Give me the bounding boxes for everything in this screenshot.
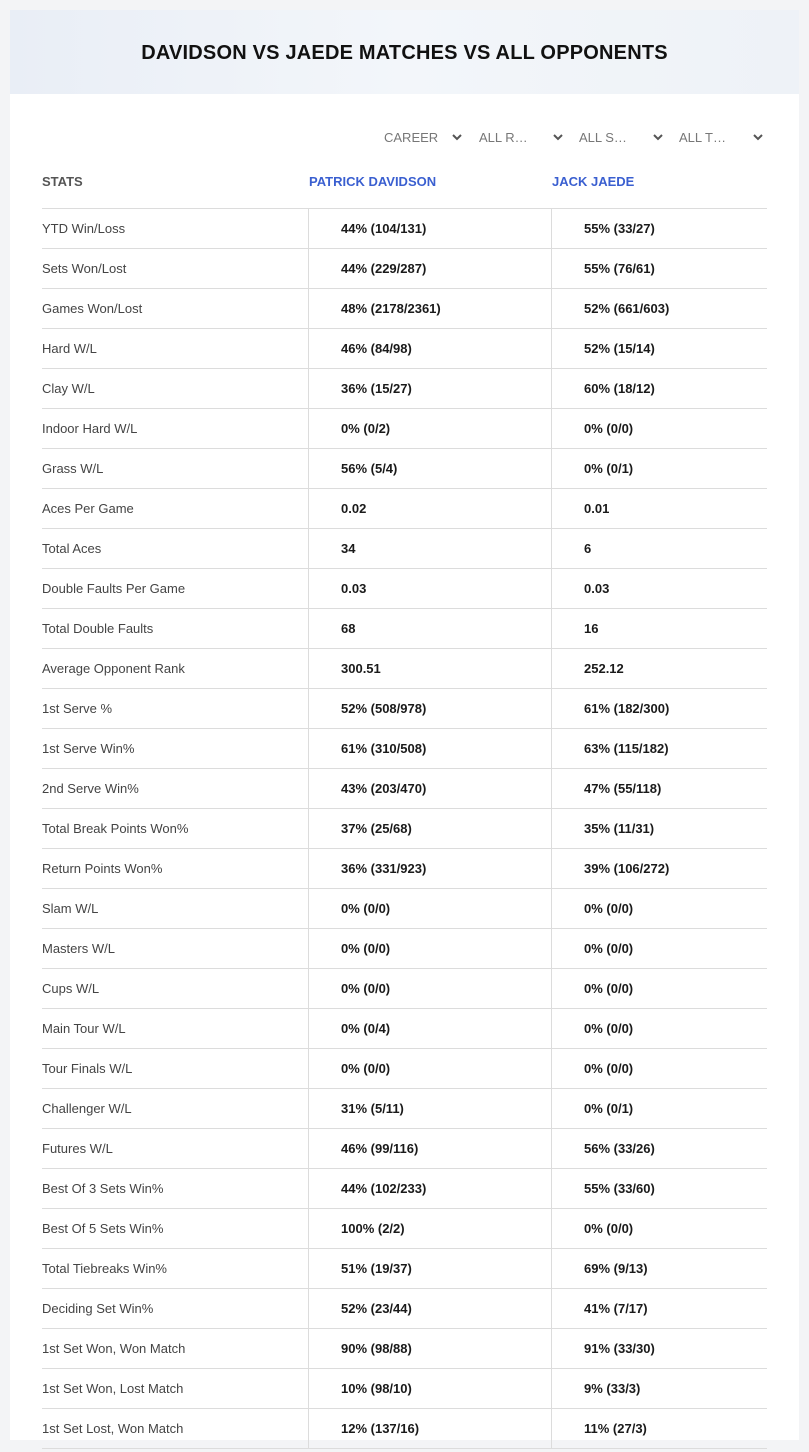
- player2-cell: [552, 1169, 767, 1208]
- table-row: [42, 409, 767, 449]
- player1-cell: [309, 1409, 552, 1448]
- player2-value: 0% (0/0): [584, 1061, 634, 1076]
- player1-value: 0% (0/0): [341, 1061, 391, 1076]
- table-row: [42, 1129, 767, 1169]
- player1-value: 44% (102/233): [341, 1181, 427, 1196]
- player2-value: 252.12: [584, 661, 624, 676]
- player2-value: 41% (7/17): [584, 1301, 648, 1316]
- player2-cell: [552, 1049, 767, 1088]
- table-row: [42, 529, 767, 569]
- player2-value: 0% (0/0): [584, 901, 634, 916]
- table-row: [42, 1249, 767, 1289]
- player1-value: 36% (15/27): [341, 381, 412, 396]
- stat-name: 1st Set Won, Won Match: [42, 1329, 309, 1368]
- filter-period-select[interactable]: [384, 126, 464, 148]
- page-title: DAVIDSON VS JAEDE MATCHES VS ALL OPPONENTS: [141, 41, 668, 64]
- table-row: [42, 1329, 767, 1369]
- stat-name: Indoor Hard W/L: [42, 409, 309, 448]
- player2-value: 0% (0/0): [584, 981, 634, 996]
- stat-name: Total Break Points Won%: [42, 809, 309, 848]
- player1-cell: [309, 969, 552, 1008]
- stat-name: YTD Win/Loss: [42, 209, 309, 248]
- player1-value: 46% (99/116): [341, 1141, 419, 1156]
- player1-cell: [309, 1129, 552, 1168]
- player2-value: 55% (33/60): [584, 1181, 655, 1196]
- stat-name: Average Opponent Rank: [42, 649, 309, 688]
- table-row: [42, 1049, 767, 1089]
- player2-cell: [552, 1369, 767, 1408]
- player1-value: 37% (25/68): [341, 821, 412, 836]
- player1-value: 56% (5/4): [341, 461, 398, 476]
- player1-cell: [309, 849, 552, 888]
- player1-cell: [309, 609, 552, 648]
- player1-cell: [309, 1249, 552, 1288]
- stat-name: Total Double Faults: [42, 609, 309, 648]
- table-row: [42, 489, 767, 529]
- player2-cell: [552, 1089, 767, 1128]
- player2-value: 6: [584, 541, 592, 556]
- filter-label: ALL R…: [479, 129, 528, 145]
- stat-name: Total Tiebreaks Win%: [42, 1249, 309, 1288]
- table-row: [42, 1009, 767, 1049]
- player1-cell: [309, 489, 552, 528]
- column-header-stats: STATS: [42, 174, 83, 189]
- chevron-down-icon: [651, 130, 665, 144]
- player2-value: 91% (33/30): [584, 1341, 655, 1356]
- player1-cell: [309, 1209, 552, 1248]
- table-row: [42, 769, 767, 809]
- table-row: [42, 689, 767, 729]
- player1-value: 43% (203/470): [341, 781, 427, 796]
- player2-cell: [552, 969, 767, 1008]
- player1-value: 48% (2178/2361): [341, 301, 441, 316]
- stat-name: Slam W/L: [42, 889, 309, 928]
- player2-cell: [552, 1249, 767, 1288]
- player2-value: 0% (0/0): [584, 941, 634, 956]
- player2-cell: [552, 769, 767, 808]
- table-row: [42, 969, 767, 1009]
- player2-value: 0% (0/0): [584, 421, 634, 436]
- player2-cell: [552, 249, 767, 288]
- player1-value: 34: [341, 541, 356, 556]
- filter-round-select[interactable]: [479, 126, 565, 148]
- player2-cell: [552, 809, 767, 848]
- stat-name: Main Tour W/L: [42, 1009, 309, 1048]
- table-row: [42, 209, 767, 249]
- stat-name: Deciding Set Win%: [42, 1289, 309, 1328]
- stat-name: Cups W/L: [42, 969, 309, 1008]
- stat-name: 1st Set Won, Lost Match: [42, 1369, 309, 1408]
- player1-cell: [309, 1009, 552, 1048]
- player1-value: 68: [341, 621, 356, 636]
- player1-value: 0% (0/0): [341, 981, 391, 996]
- stat-name: Best Of 3 Sets Win%: [42, 1169, 309, 1208]
- table-row: [42, 1369, 767, 1409]
- player1-value: 100% (2/2): [341, 1221, 405, 1236]
- table-row: [42, 889, 767, 929]
- player1-value: 300.51: [341, 661, 381, 676]
- table-row: [42, 569, 767, 609]
- player2-cell: [552, 649, 767, 688]
- stat-name: Hard W/L: [42, 329, 309, 368]
- stat-name: 1st Set Lost, Won Match: [42, 1409, 309, 1448]
- player1-value: 0.03: [341, 581, 367, 596]
- player2-value: 52% (15/14): [584, 341, 655, 356]
- stat-name: Futures W/L: [42, 1129, 309, 1168]
- player2-cell: [552, 1329, 767, 1368]
- table-row: [42, 1089, 767, 1129]
- stat-name: Double Faults Per Game: [42, 569, 309, 608]
- table-row: [42, 809, 767, 849]
- player2-cell: [552, 689, 767, 728]
- stat-name: Total Aces: [42, 529, 309, 568]
- column-header-player2[interactable]: JACK JAEDE: [552, 174, 635, 189]
- player1-cell: [309, 1049, 552, 1088]
- table-row: [42, 1169, 767, 1209]
- stat-name: Tour Finals W/L: [42, 1049, 309, 1088]
- stat-name: 2nd Serve Win%: [42, 769, 309, 808]
- filter-label: CAREER: [384, 129, 439, 145]
- player2-cell: [552, 889, 767, 928]
- table-row: [42, 649, 767, 689]
- player1-cell: [309, 1089, 552, 1128]
- player1-cell: [309, 209, 552, 248]
- player1-value: 0% (0/0): [341, 941, 391, 956]
- player2-cell: [552, 849, 767, 888]
- player1-cell: [309, 929, 552, 968]
- player2-value: 63% (115/182): [584, 741, 669, 756]
- player2-cell: [552, 1209, 767, 1248]
- stat-name: Games Won/Lost: [42, 289, 309, 328]
- player2-value: 35% (11/31): [584, 821, 655, 836]
- stat-name: Masters W/L: [42, 929, 309, 968]
- player2-value: 0% (0/1): [584, 461, 634, 476]
- table-row: [42, 1409, 767, 1449]
- player1-value: 52% (508/978): [341, 701, 427, 716]
- chevron-down-icon: [450, 130, 464, 144]
- player2-value: 39% (106/272): [584, 861, 670, 876]
- player1-cell: [309, 249, 552, 288]
- filter-bar: [10, 126, 799, 148]
- stat-name: Grass W/L: [42, 449, 309, 488]
- player1-value: 44% (104/131): [341, 221, 427, 236]
- player1-value: 90% (98/88): [341, 1341, 412, 1356]
- stat-name: Sets Won/Lost: [42, 249, 309, 288]
- table-row: [42, 329, 767, 369]
- player1-cell: [309, 769, 552, 808]
- player1-cell: [309, 729, 552, 768]
- player1-value: 61% (310/508): [341, 741, 427, 756]
- stats-table: [42, 209, 767, 1449]
- stats-card: [10, 10, 799, 1440]
- stat-name: Best Of 5 Sets Win%: [42, 1209, 309, 1248]
- player2-cell: [552, 369, 767, 408]
- player1-value: 0% (0/4): [341, 1021, 391, 1036]
- chevron-down-icon: [751, 130, 765, 144]
- player1-value: 44% (229/287): [341, 261, 427, 276]
- table-row: [42, 729, 767, 769]
- player1-cell: [309, 1329, 552, 1368]
- player2-cell: [552, 449, 767, 488]
- stat-name: Aces Per Game: [42, 489, 309, 528]
- filter-label: ALL T…: [679, 129, 726, 145]
- player1-cell: [309, 809, 552, 848]
- player1-cell: [309, 1169, 552, 1208]
- player1-cell: [309, 569, 552, 608]
- player1-cell: [309, 449, 552, 488]
- player2-cell: [552, 1409, 767, 1448]
- player1-value: 36% (331/923): [341, 861, 427, 876]
- player1-cell: [309, 289, 552, 328]
- table-row: [42, 609, 767, 649]
- player1-value: 52% (23/44): [341, 1301, 412, 1316]
- player2-cell: [552, 529, 767, 568]
- player1-value: 46% (84/98): [341, 341, 412, 356]
- player2-value: 60% (18/12): [584, 381, 655, 396]
- player2-cell: [552, 729, 767, 768]
- player2-value: 52% (661/603): [584, 301, 670, 316]
- player1-cell: [309, 369, 552, 408]
- player1-cell: [309, 889, 552, 928]
- player2-cell: [552, 609, 767, 648]
- player2-value: 47% (55/118): [584, 781, 662, 796]
- player2-cell: [552, 1289, 767, 1328]
- player2-value: 16: [584, 621, 599, 636]
- player2-value: 0% (0/1): [584, 1101, 634, 1116]
- player2-cell: [552, 409, 767, 448]
- stat-name: Return Points Won%: [42, 849, 309, 888]
- player1-value: 51% (19/37): [341, 1261, 412, 1276]
- player2-value: 61% (182/300): [584, 701, 670, 716]
- player2-value: 55% (76/61): [584, 261, 655, 276]
- player2-cell: [552, 489, 767, 528]
- player2-cell: [552, 1009, 767, 1048]
- player1-value: 12% (137/16): [341, 1421, 420, 1436]
- stat-name: 1st Serve %: [42, 689, 309, 728]
- player2-cell: [552, 1129, 767, 1168]
- player1-cell: [309, 529, 552, 568]
- player1-cell: [309, 329, 552, 368]
- column-header-player1[interactable]: PATRICK DAVIDSON: [309, 174, 437, 189]
- player2-value: 69% (9/13): [584, 1261, 648, 1276]
- filter-tournament-select[interactable]: [679, 126, 765, 148]
- player1-cell: [309, 689, 552, 728]
- player2-cell: [552, 569, 767, 608]
- player2-value: 0.01: [584, 501, 610, 516]
- player2-cell: [552, 209, 767, 248]
- filter-surface-select[interactable]: [579, 126, 665, 148]
- player1-cell: [309, 1369, 552, 1408]
- table-row: [42, 1209, 767, 1249]
- player2-value: 55% (33/27): [584, 221, 655, 236]
- player2-cell: [552, 289, 767, 328]
- table-row: [42, 929, 767, 969]
- player1-value: 31% (5/11): [341, 1101, 404, 1116]
- table-row: [42, 1289, 767, 1329]
- player1-cell: [309, 409, 552, 448]
- stat-name: 1st Serve Win%: [42, 729, 309, 768]
- player2-cell: [552, 329, 767, 368]
- player2-cell: [552, 929, 767, 968]
- player2-value: 0% (0/0): [584, 1221, 634, 1236]
- stat-name: Clay W/L: [42, 369, 309, 408]
- stat-name: Challenger W/L: [42, 1089, 309, 1128]
- player1-value: 0% (0/0): [341, 901, 391, 916]
- player2-value: 9% (33/3): [584, 1381, 641, 1396]
- player2-value: 0% (0/0): [584, 1021, 634, 1036]
- player1-value: 0% (0/2): [341, 421, 391, 436]
- table-row: [42, 249, 767, 289]
- player2-value: 0.03: [584, 581, 610, 596]
- player1-cell: [309, 1289, 552, 1328]
- table-row: [42, 369, 767, 409]
- player1-value: 10% (98/10): [341, 1381, 412, 1396]
- table-row: [42, 849, 767, 889]
- chevron-down-icon: [551, 130, 565, 144]
- table-row: [42, 449, 767, 489]
- page-header: [10, 10, 799, 94]
- filter-label: ALL S…: [579, 129, 627, 145]
- player2-value: 11% (27/3): [584, 1421, 647, 1436]
- table-header: [42, 168, 767, 209]
- player2-value: 56% (33/26): [584, 1141, 655, 1156]
- table-row: [42, 289, 767, 329]
- player1-cell: [309, 649, 552, 688]
- player1-value: 0.02: [341, 501, 367, 516]
